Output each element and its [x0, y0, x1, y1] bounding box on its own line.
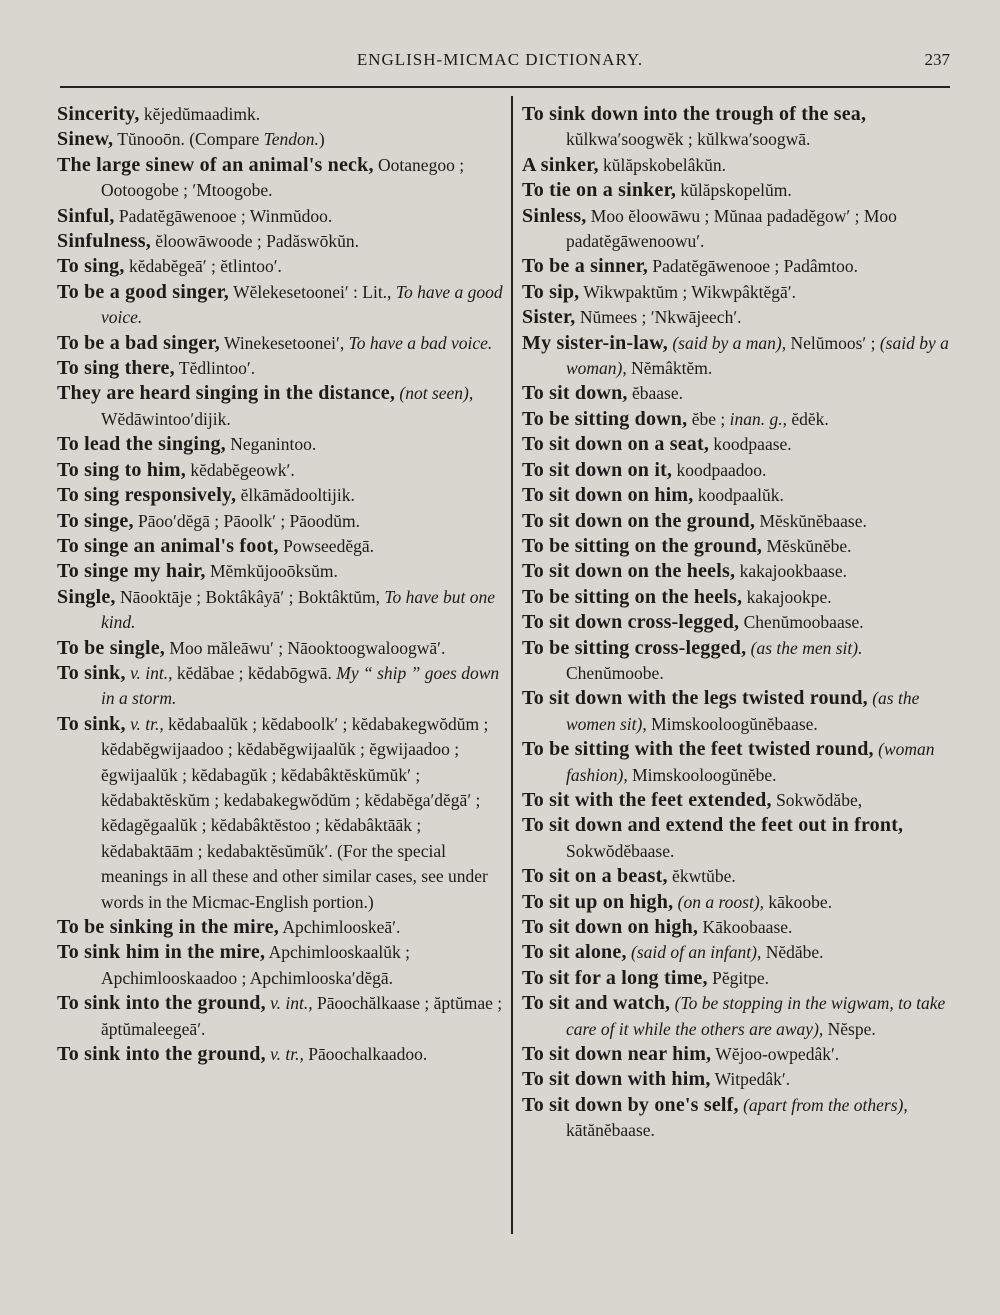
entry-note: My “ ship ” goes down in a storm.	[101, 662, 500, 709]
entry-headword: To sit down on high,	[522, 916, 699, 938]
entry-text: Padatĕgāwenooe ; Winmŭdoo.	[114, 205, 333, 226]
entry-text: kakajookpe.	[742, 586, 832, 607]
entry-note: (on a roost),	[673, 891, 765, 912]
entry-headword: To be sitting cross-legged,	[522, 636, 747, 659]
entry-text: Wĕdāwintooʹdijik.	[101, 408, 231, 429]
entry-text: Nĕmâktĕm.	[626, 358, 713, 379]
entry-text: Padatĕgāwenooe ; Padâmtoo.	[648, 256, 858, 277]
page-number: 237	[924, 50, 950, 69]
dictionary-entry	[522, 534, 952, 559]
dictionary-entry	[522, 737, 952, 788]
entry-headword: To sit with the feet extended,	[522, 788, 772, 811]
entry-text: kĕdabĕgeāʹ ; ĕtlintooʹ.	[124, 256, 282, 277]
entry-text: Pāoochălkaase ; ăptŭmae ; ăptŭmaleegeāʹ.	[101, 993, 503, 1039]
entry-headword: To sit down near him,	[522, 1043, 712, 1066]
entry-text: Nĕspe.	[823, 1018, 876, 1039]
entry-headword: To lead the singing,	[57, 433, 226, 456]
entry-headword: To sit down by one's self,	[522, 1093, 739, 1116]
entry-headword: To tie on a sinker,	[522, 179, 677, 202]
entry-text: )	[318, 129, 325, 150]
dictionary-entry	[57, 127, 505, 152]
dictionary-entry	[522, 254, 952, 279]
dictionary-entry	[57, 585, 505, 636]
dictionary-entry	[522, 813, 952, 864]
entry-note: Tendon.	[263, 129, 319, 150]
entry-note: To have a good voice.	[101, 281, 503, 328]
entry-text: Kākoobaase.	[698, 917, 793, 937]
entry-headword: Sincerity,	[57, 103, 140, 125]
entry-headword: To sit down with him,	[522, 1068, 711, 1091]
entry-note: inan. g.,	[729, 408, 787, 429]
dictionary-entry	[522, 991, 952, 1042]
column-divider	[511, 96, 513, 1234]
entry-text: kŭlăpskopelŭm.	[676, 180, 792, 201]
entry-text: Winekesetooneiʹ,	[219, 332, 349, 353]
dictionary-entry	[522, 788, 952, 813]
dictionary-entry	[57, 559, 505, 584]
entry-text: Wikwpaktŭm ; Wikwpâktĕgāʹ.	[579, 281, 796, 302]
entry-text: kĕdăbae ; kĕdabōgwā.	[172, 662, 337, 683]
dictionary-entry	[57, 712, 505, 915]
entry-text: kĕjedŭmaadimk.	[139, 104, 261, 124]
dictionary-entry	[522, 610, 952, 635]
entry-headword: To be sitting down,	[522, 407, 688, 430]
entry-headword: To singe my hair,	[57, 560, 206, 583]
dictionary-entry	[57, 509, 505, 534]
entry-headword: Sinfulness,	[57, 230, 151, 253]
entry-headword: To sit down on the heels,	[522, 560, 736, 583]
entry-headword: To singe,	[57, 509, 134, 532]
entry-text: ĕkwtŭbe.	[667, 866, 736, 887]
entry-text: Tŭnooōn. (Compare	[113, 129, 264, 150]
entry-text: ĕlkāmădooltijik.	[236, 485, 355, 506]
dictionary-entry	[57, 432, 505, 457]
entry-headword: To sit on a beast,	[522, 865, 668, 888]
dictionary-entry	[522, 102, 952, 153]
entry-text: Nelŭmoosʹ ;	[786, 332, 880, 353]
entry-text: Tĕdlintooʹ.	[174, 358, 256, 379]
entry-headword: To sing there,	[57, 357, 175, 380]
entry-text: ĕbaase.	[627, 383, 683, 404]
entry-headword: To sink,	[57, 661, 126, 684]
entry-note: (not seen),	[395, 383, 474, 404]
dictionary-entry	[57, 915, 505, 940]
dictionary-entry	[522, 559, 952, 584]
entry-text: Nŭmees ; ʹNkwājeechʹ.	[575, 307, 742, 328]
entry-headword: To be a good singer,	[57, 280, 230, 303]
entry-text: Apchimlooskeāʹ.	[278, 917, 401, 937]
entry-headword: My sister-in-law,	[522, 331, 668, 354]
entry-headword: To be sitting on the ground,	[522, 534, 763, 557]
dictionary-entry	[57, 661, 505, 712]
entry-text: Sokwŏdĕbaase.	[566, 840, 675, 861]
entry-text: Mimskooloogŭnĕbaase.	[646, 713, 818, 734]
entry-text: Sokwŏdăbe,	[771, 789, 863, 810]
entry-text: Mĕmkŭjooōksŭm.	[205, 561, 338, 582]
entry-headword: To sink him in the mire,	[57, 941, 266, 964]
entry-text: ĕloowāwoode ; Padăswōkŭn.	[150, 231, 359, 252]
entry-headword: To sit down and extend the feet out in front,	[522, 814, 904, 837]
entry-headword: To sit alone,	[522, 941, 627, 964]
dictionary-entry	[57, 229, 505, 254]
entry-headword: To sit down on a seat,	[522, 433, 710, 456]
dictionary-entry	[522, 178, 952, 203]
dictionary-entry	[522, 1042, 952, 1067]
entry-text: Ootanegoo ; Ootoogobe ; ʹMtoogobe.	[101, 154, 465, 201]
dictionary-entry	[57, 102, 505, 127]
dictionary-entry	[522, 1067, 952, 1092]
entry-headword: To sit down on him,	[522, 484, 694, 507]
dictionary-entry	[57, 356, 505, 381]
entry-note: (as the women sit),	[566, 688, 920, 734]
dictionary-entry	[522, 331, 952, 382]
dictionary-entry	[522, 915, 952, 940]
dictionary-entry	[522, 280, 952, 305]
entry-text: koodpaase.	[709, 434, 792, 455]
entry-text: Pāoochalkaadoo.	[303, 1044, 428, 1065]
entry-headword: To sing,	[57, 255, 125, 278]
entry-headword: To sing responsively,	[57, 484, 237, 507]
entry-text: Pĕgitpe.	[707, 967, 769, 988]
entry-text: Neganintoo.	[225, 434, 317, 455]
entry-note: (apart from the others),	[738, 1094, 908, 1115]
dictionary-entry	[522, 204, 952, 255]
entry-text: Nĕdăbe.	[761, 942, 824, 963]
entry-headword: To sip,	[522, 280, 580, 303]
entry-note: v. tr.,	[125, 713, 164, 734]
entry-headword: To sit down cross-legged,	[522, 611, 740, 634]
entry-text: ĕdĕk.	[787, 408, 829, 429]
entry-headword: To sink into the ground,	[57, 1043, 266, 1066]
entry-text: Moo măleāwuʹ ; Nāooktoogwaloogwāʹ.	[165, 637, 446, 658]
entry-headword: To be single,	[57, 636, 166, 659]
dictionary-entry	[522, 509, 952, 534]
dictionary-entry	[57, 458, 505, 483]
entry-headword: To singe an animal's foot,	[57, 534, 279, 557]
entry-text: koodpaadoo.	[672, 459, 767, 480]
entry-headword: To sink down into the trough of the sea,	[522, 103, 867, 125]
entry-text: Mĕskŭnĕbaase.	[755, 510, 867, 531]
entry-headword: They are heard singing in the distance,	[57, 382, 396, 405]
entry-headword: A sinker,	[522, 153, 599, 176]
entry-text: koodpaalŭk.	[693, 485, 784, 506]
entry-text: Mimskooloogŭnĕbe.	[627, 764, 777, 785]
dictionary-entry	[522, 585, 952, 610]
entry-headword: To be a sinner,	[522, 255, 649, 278]
entry-headword: To sink into the ground,	[57, 992, 266, 1015]
entry-headword: To sit for a long time,	[522, 966, 708, 989]
dictionary-entry	[57, 204, 505, 229]
header-rule	[60, 86, 950, 88]
entry-headword: To sing to him,	[57, 458, 186, 481]
entry-text: kĕdabĕgeowkʹ.	[185, 459, 295, 480]
entry-note: (as the men sit).	[746, 637, 863, 658]
dictionary-entry	[57, 1042, 505, 1067]
dictionary-entry	[57, 254, 505, 279]
entry-text: ĕbe ;	[687, 408, 730, 429]
dictionary-entry	[57, 636, 505, 661]
dictionary-entry	[522, 864, 952, 889]
entry-text: Chenŭmoobaase.	[739, 612, 864, 633]
entry-note: To have but one kind.	[101, 586, 496, 633]
entry-text: Wĕjoo-owpedâkʹ.	[711, 1044, 840, 1065]
entry-text: kākoobe.	[764, 891, 833, 912]
entry-note: (said by a woman),	[566, 332, 949, 379]
entry-headword: To be a bad singer,	[57, 331, 220, 354]
dictionary-entry	[57, 534, 505, 559]
entry-note: (said of an infant),	[626, 942, 762, 963]
dictionary-entry	[57, 280, 505, 331]
entry-text: Mĕskŭnĕbe.	[762, 535, 852, 556]
entry-headword: To sit down with the legs twisted round,	[522, 687, 868, 710]
right-column	[522, 102, 952, 1144]
entry-headword: To be sinking in the mire,	[57, 916, 279, 938]
entry-headword: To be sitting on the heels,	[522, 585, 743, 608]
dictionary-entry	[522, 381, 952, 406]
dictionary-entry	[57, 153, 505, 204]
dictionary-entry	[522, 966, 952, 991]
dictionary-entry	[57, 381, 505, 432]
entry-text: Nāooktāje ; Boktâkâyāʹ ; Boktâktŭm,	[115, 586, 385, 607]
entry-text: kātănĕbaase.	[566, 1120, 655, 1141]
dictionary-entry	[522, 890, 952, 915]
entry-text: kŭlkwaʹsoogwĕk ; kŭlkwaʹsoogwā.	[566, 129, 811, 150]
entry-headword: To sit down on the ground,	[522, 509, 756, 532]
dictionary-entry	[57, 331, 505, 356]
dictionary-entry	[522, 432, 952, 457]
entry-note: (said by a man),	[667, 332, 787, 353]
entry-text: Chenŭmoobe.	[566, 662, 664, 683]
entry-note: v. int.,	[125, 662, 173, 683]
entry-text: kĕdabaalŭk ; kĕdaboolkʹ ; kĕdabakegwŏdŭm ; kĕdabĕgwijaadoo ; kĕdabĕgwijaalŭk ; ĕgwijaadoo ; ĕgwijaalŭk ; kĕdabagŭk ; kĕdabâktĕskŭmŭkʹ ; kĕdabaktĕskŭm ; kedabakegwŏdŭm ; kĕdabĕgaʹdĕgāʹ ; kĕdagĕgaalŭk ; kĕdabâktĕstoo ; kĕdabâktāāk ; kĕdabaktāām ; kedabaktĕsŭmŭkʹ. (For the special meanings in all these and other similar cases, see under words in the Micmac-English portion.)	[101, 713, 489, 912]
entry-headword: Sinew,	[57, 128, 114, 151]
entry-text: Moo ĕloowāwu ; Mŭnaa padadĕgowʹ ; Moo padatĕgāwenoowuʹ.	[566, 205, 897, 252]
entry-text: kŭlăpskobelâkŭn.	[598, 154, 726, 175]
entry-text: Apchimlooskaalŭk ; Apchimlooskaadoo ; Apchimlooskaʹdĕgā.	[101, 942, 411, 988]
dictionary-entry	[522, 153, 952, 178]
entry-note: v. tr.,	[265, 1044, 304, 1065]
running-title: ENGLISH-MICMAC DICTIONARY.	[356, 50, 644, 69]
dictionary-entry	[522, 483, 952, 508]
entry-headword: The large sinew of an animal's neck,	[57, 153, 374, 176]
dictionary-entry	[57, 483, 505, 508]
entry-note: v. int.,	[265, 993, 313, 1014]
entry-headword: Sinless,	[522, 204, 587, 227]
entry-text: Witpedâkʹ.	[710, 1069, 791, 1090]
entry-headword: To sit up on high,	[522, 890, 674, 913]
dictionary-entry	[522, 686, 952, 737]
dictionary-entry	[522, 407, 952, 432]
dictionary-entry	[522, 636, 952, 687]
dictionary-entry	[522, 1093, 952, 1144]
entry-headword: To be sitting with the feet twisted round,	[522, 738, 874, 761]
entry-text: Powseedĕgā.	[278, 535, 374, 556]
entry-text: Pāooʹdĕgā ; Pāoolkʹ ; Pāoodŭm.	[133, 510, 361, 531]
entry-headword: To sit down,	[522, 382, 628, 405]
entry-headword: To sit down on it,	[522, 458, 673, 481]
entry-headword: Single,	[57, 585, 116, 608]
entry-note: (woman fashion),	[566, 739, 935, 785]
entry-headword: Sister,	[522, 306, 576, 329]
dictionary-entry	[522, 305, 952, 330]
entry-headword: To sit and watch,	[522, 992, 671, 1015]
dictionary-entry	[522, 458, 952, 483]
entry-headword: To sink,	[57, 712, 126, 735]
dictionary-entry	[57, 991, 505, 1042]
entry-text: Wĕlekesetooneiʹ : Lit.,	[229, 281, 396, 302]
dictionary-entry	[57, 940, 505, 991]
left-column	[57, 102, 505, 1067]
entry-note: To have a bad voice.	[348, 332, 493, 353]
entry-text: kakajookbaase.	[735, 561, 847, 582]
entry-headword: Sinful,	[57, 204, 115, 227]
dictionary-entry	[522, 940, 952, 965]
entry-note: (To be stopping in the wigwam, to take care of it while the others are away),	[566, 993, 946, 1039]
